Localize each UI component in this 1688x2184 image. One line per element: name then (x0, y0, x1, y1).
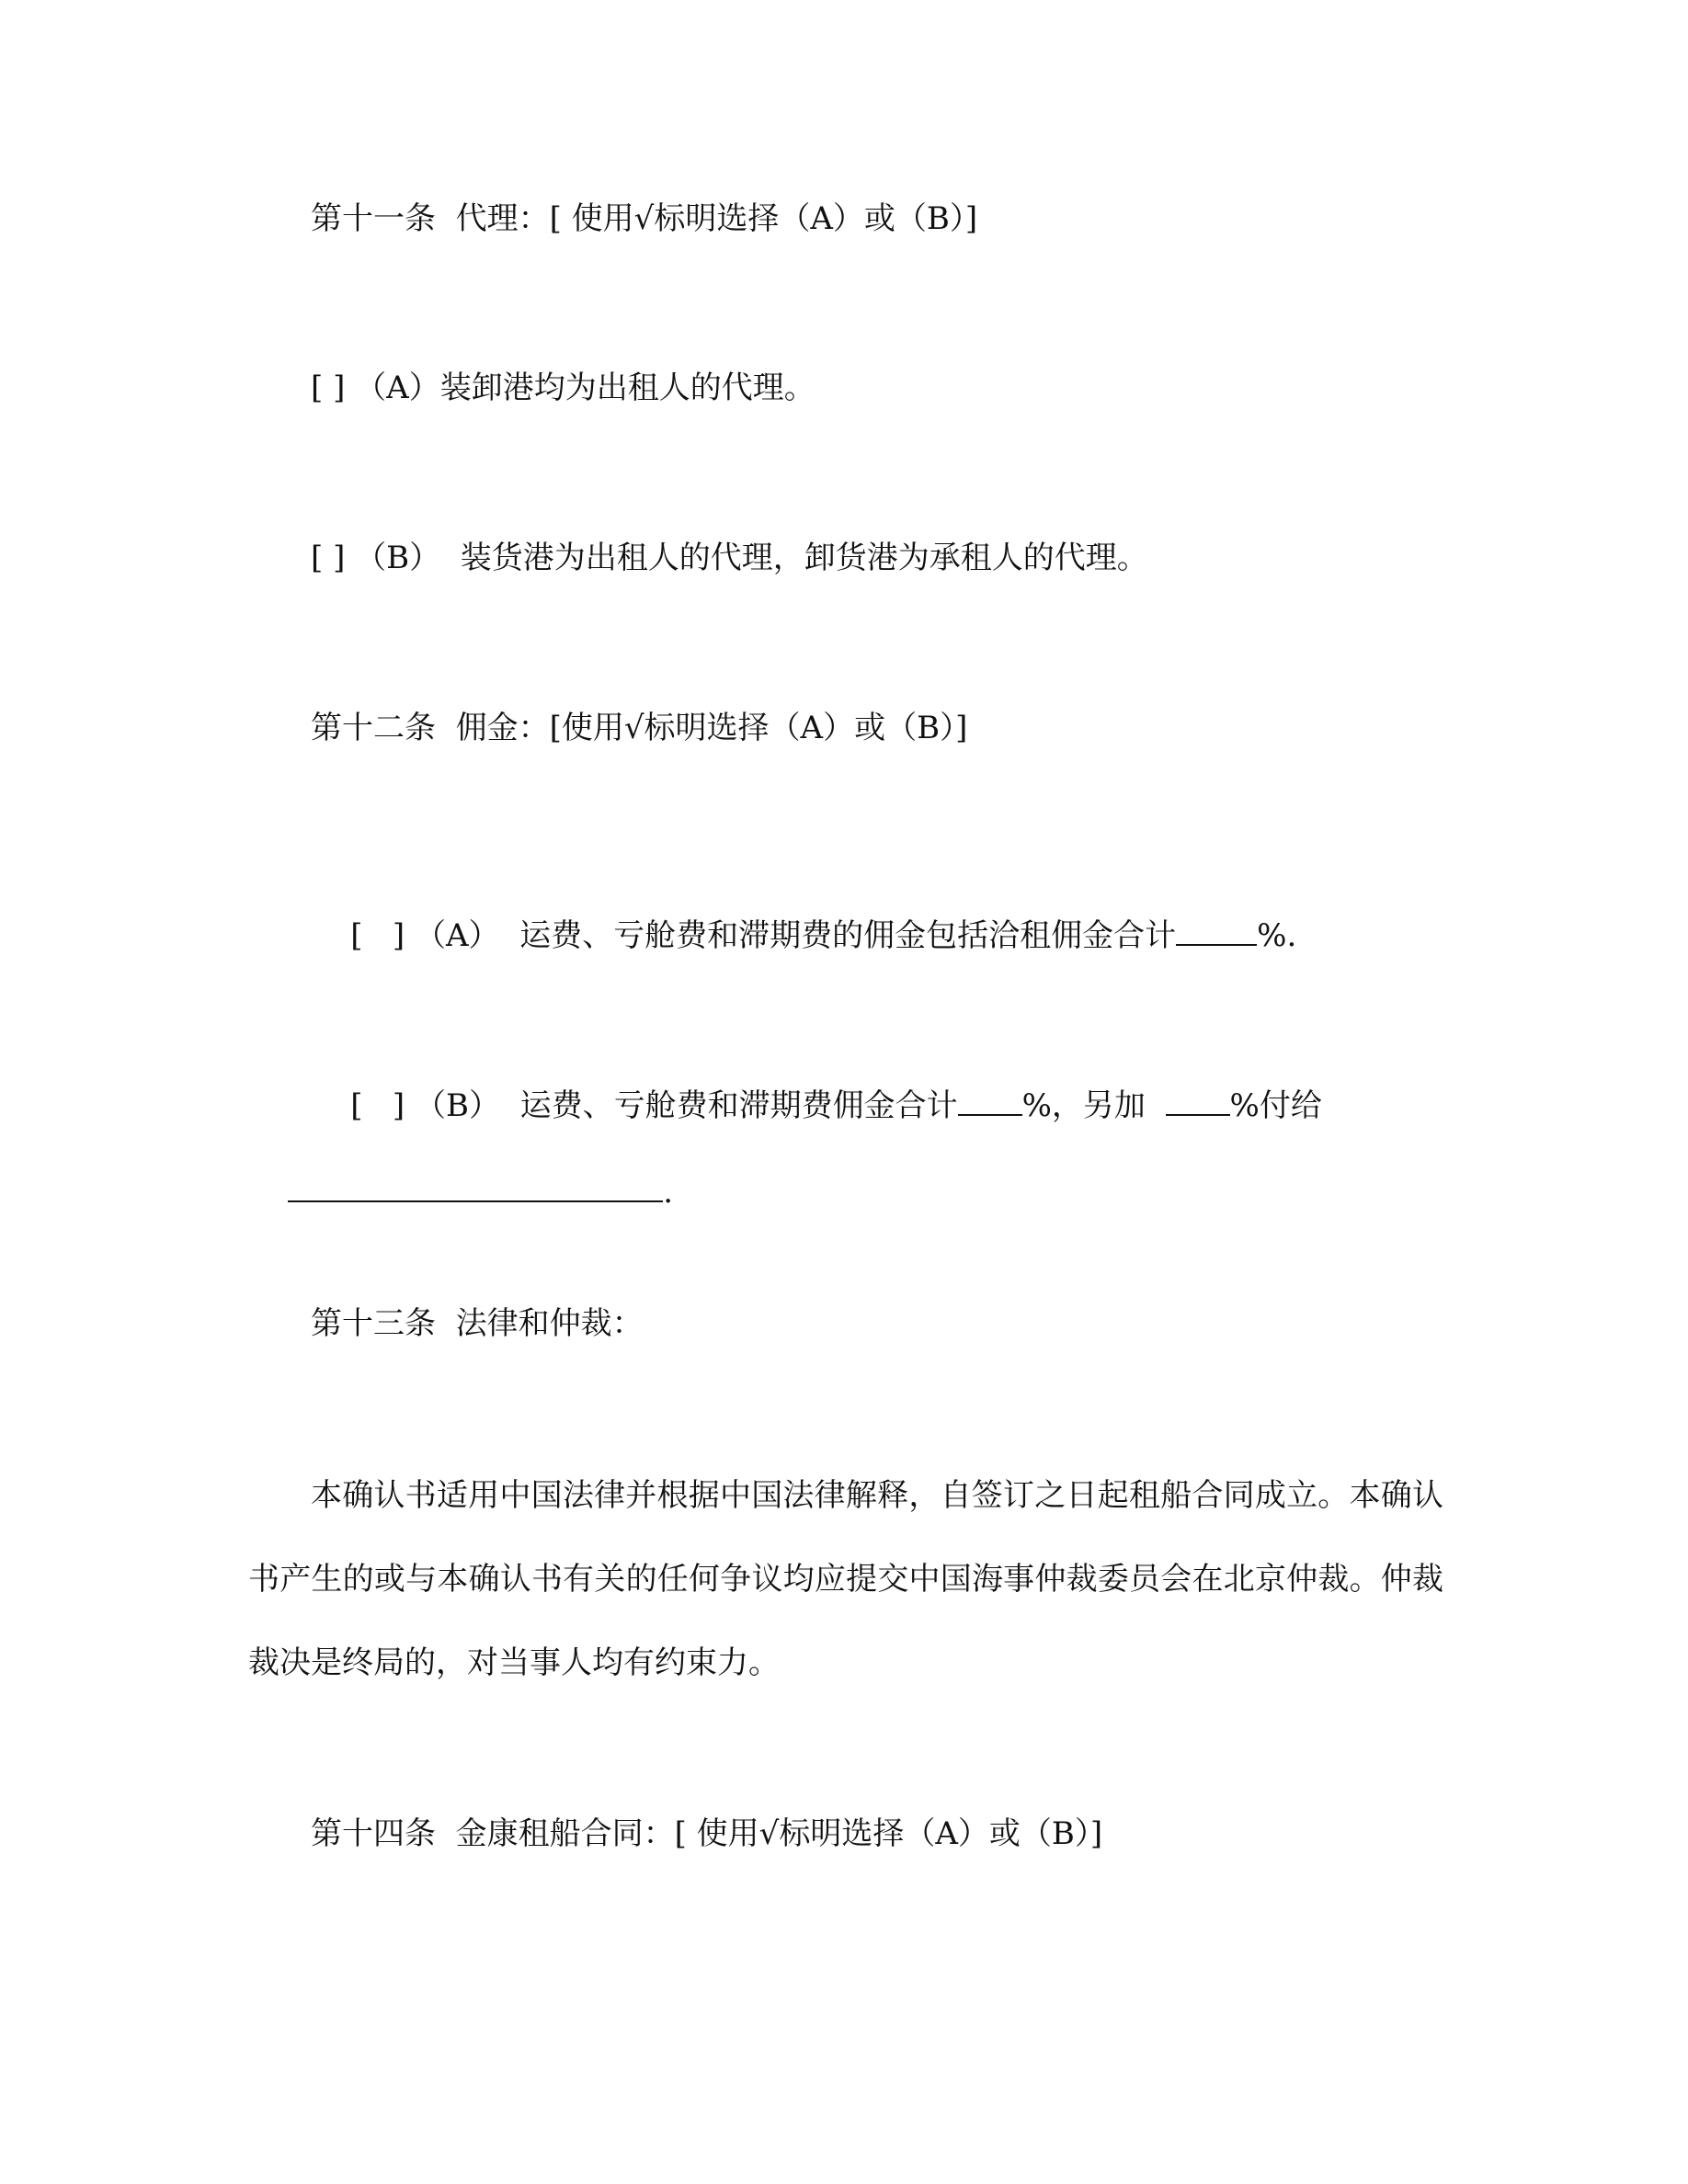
clause-12-option-a-text: [ ] （A） 运费、亏舱费和滞期费的佣金包括洽租佣金合计 (350, 917, 1177, 954)
clause-12-option-b-end: . (663, 1174, 674, 1211)
clause-12-option-b-text: [ ] （B） 运费、亏舱费和滞期费佣金合计 (350, 1087, 958, 1124)
clause-11-option-b: [ ] （B） 装货港为出租人的代理，卸货港为承租人的代理。 (311, 540, 1148, 576)
commission-extra-blank[interactable] (1166, 1086, 1230, 1116)
clause-12-option-b-mid: %，另加 (1021, 1087, 1166, 1124)
clause-13-body: 本确认书适用中国法律并根据中国法律解释，自签订之日起租船合同成立。本确认书产生的或与本确认书有关的任何争议均应提交中国海事仲裁委员会在北京仲裁。仲裁裁决是终局的，对当事人均有约束力。 (248, 1477, 1443, 1681)
clause-11-heading: 第十一条 代理：[ 使用√标明选择（A）或（B）] (311, 200, 978, 237)
clause-12-option-a (311, 880, 1296, 991)
clause-12-heading: 第十二条 佣金：[使用√标明选择（A）或（B）] (311, 710, 968, 746)
commission-payee-blank[interactable] (288, 1173, 663, 1202)
clause-12-option-a-suffix: %. (1257, 917, 1297, 954)
commission-combined-blank[interactable] (958, 1086, 1022, 1116)
clause-12-option-b-suffix: %付给 (1229, 1087, 1322, 1124)
clause-13-heading: 第十三条 法律和仲裁： (311, 1305, 644, 1342)
clause-12-payee-line (248, 1136, 673, 1247)
commission-total-blank[interactable] (1176, 916, 1257, 946)
clause-11-option-a: [ ] （A）装卸港均为出租人的代理。 (311, 370, 815, 406)
clause-14-heading: 第十四条 金康租船合同：[ 使用√标明选择（A）或（B）] (311, 1815, 1103, 1852)
